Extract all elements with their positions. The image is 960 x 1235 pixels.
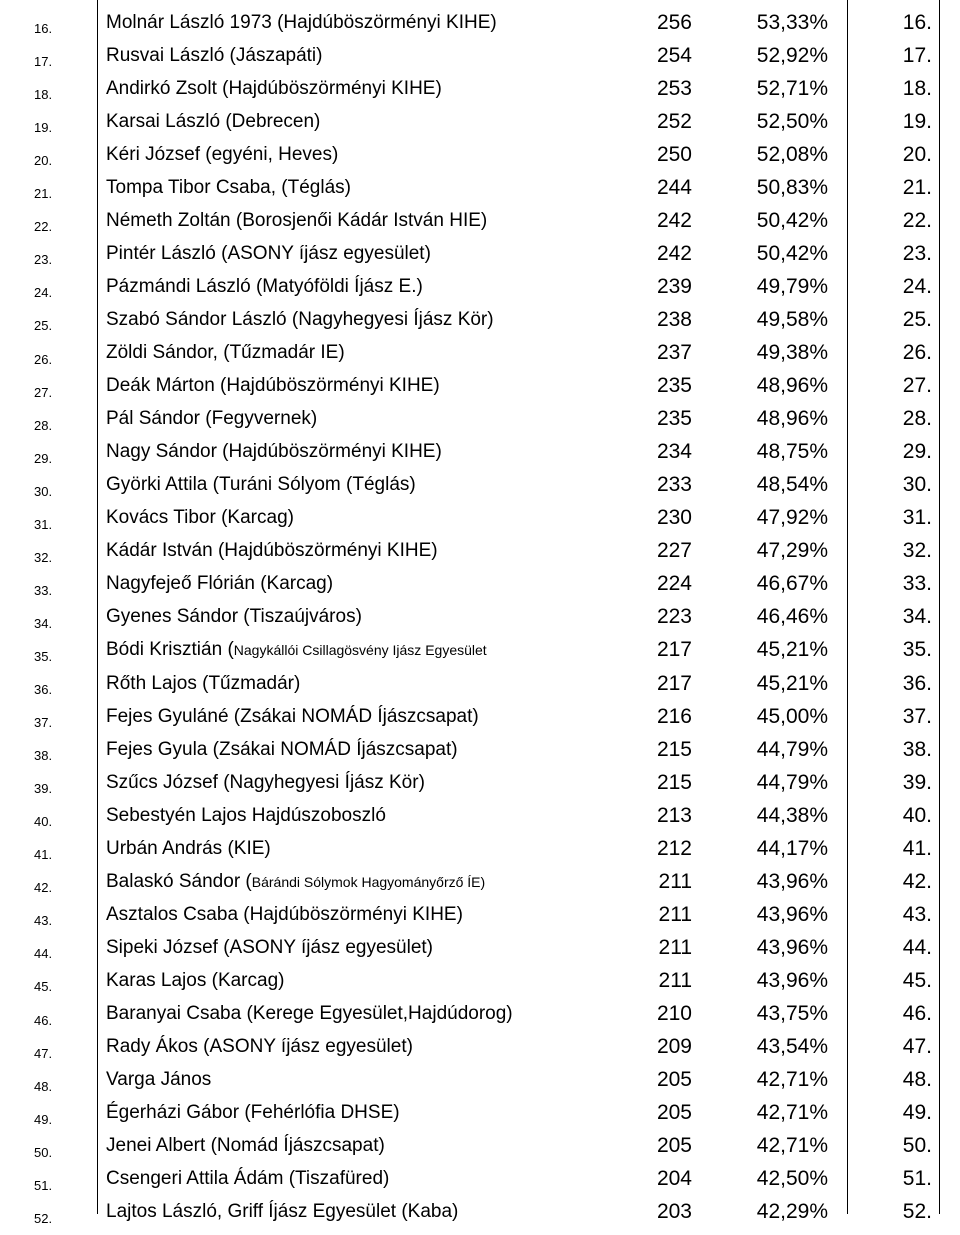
score-cell: 203 bbox=[656, 1200, 692, 1224]
score-cell: 211 bbox=[658, 968, 692, 992]
table-row bbox=[0, 171, 960, 204]
table-row bbox=[0, 270, 960, 303]
score-cell: 216 bbox=[656, 704, 692, 728]
score-cell: 235 bbox=[656, 374, 692, 398]
name-cell: Rusvai László (Jászapáti) bbox=[106, 44, 323, 66]
place-cell: 22. bbox=[902, 208, 932, 232]
percent-cell: 48,96% bbox=[756, 407, 828, 431]
percent-cell: 44,79% bbox=[756, 770, 828, 794]
score-cell: 211 bbox=[658, 935, 692, 959]
rank-cell: 49. bbox=[34, 1111, 53, 1127]
percent-cell: 44,17% bbox=[756, 836, 828, 860]
place-cell: 52. bbox=[902, 1200, 932, 1224]
percent-cell: 50,42% bbox=[756, 208, 828, 232]
percent-cell: 43,96% bbox=[756, 935, 828, 959]
table-row bbox=[0, 568, 960, 601]
rank-cell: 23. bbox=[34, 252, 53, 268]
score-cell: 244 bbox=[656, 175, 692, 199]
name-cell: Györki Attila (Turáni Sólyom (Téglás) bbox=[106, 474, 416, 496]
rank-cell: 18. bbox=[34, 87, 53, 103]
rank-cell: 34. bbox=[34, 615, 53, 631]
place-cell: 51. bbox=[902, 1167, 932, 1191]
percent-cell: 44,79% bbox=[756, 737, 828, 761]
score-cell: 235 bbox=[656, 407, 692, 431]
score-cell: 233 bbox=[656, 473, 692, 497]
place-cell: 50. bbox=[902, 1134, 932, 1158]
score-cell: 250 bbox=[656, 142, 692, 166]
percent-cell: 43,96% bbox=[756, 902, 828, 926]
rank-cell: 37. bbox=[34, 715, 53, 731]
table-row bbox=[0, 1196, 960, 1229]
place-cell: 24. bbox=[902, 274, 932, 298]
score-cell: 211 bbox=[658, 869, 692, 893]
score-cell: 205 bbox=[656, 1134, 692, 1158]
table-row bbox=[0, 237, 960, 270]
score-cell: 204 bbox=[656, 1167, 692, 1191]
place-cell: 44. bbox=[902, 935, 932, 959]
rank-cell: 36. bbox=[34, 682, 53, 697]
table-row bbox=[0, 1097, 960, 1130]
score-cell: 217 bbox=[656, 671, 692, 695]
percent-cell: 42,71% bbox=[756, 1101, 828, 1125]
percent-cell: 46,67% bbox=[756, 572, 828, 596]
place-cell: 36. bbox=[902, 671, 932, 695]
rank-cell: 28. bbox=[34, 417, 53, 433]
rank-cell: 25. bbox=[34, 318, 53, 334]
rank-cell: 44. bbox=[34, 946, 53, 962]
percent-cell: 48,96% bbox=[756, 374, 828, 398]
name-cell: Sipeki József (ASONY íjász egyesület) bbox=[106, 936, 434, 958]
name-cell: Asztalos Csaba (Hajdúböszörményi KIHE) bbox=[106, 903, 463, 925]
name-cell: Pázmándi László (Matyóföldi Íjász E.) bbox=[106, 275, 423, 297]
name-cell: Molnár László 1973 (Hajdúböszörményi KIHE) bbox=[106, 11, 497, 33]
rank-cell: 27. bbox=[34, 384, 53, 400]
place-cell: 27. bbox=[902, 374, 932, 398]
name-cell: Szűcs József (Nagyhegyesi Íjász Kör) bbox=[106, 771, 425, 793]
table-row bbox=[0, 72, 960, 105]
score-cell: 213 bbox=[656, 803, 692, 827]
table-row bbox=[0, 403, 960, 436]
percent-cell: 43,96% bbox=[756, 869, 828, 893]
place-cell: 43. bbox=[902, 902, 932, 926]
table-row bbox=[0, 799, 960, 832]
name-cell: Németh Zoltán (Borosjenői Kádár István HIE) bbox=[106, 209, 488, 231]
percent-cell: 42,71% bbox=[756, 1134, 828, 1158]
name-cell: Baranyai Csaba (Kerege Egyesület,Hajdúdorog) bbox=[106, 1003, 513, 1024]
table-row bbox=[0, 1130, 960, 1163]
rank-cell: 26. bbox=[34, 351, 53, 367]
table-row bbox=[0, 469, 960, 502]
rank-cell: 21. bbox=[34, 186, 53, 202]
name-cell: Varga János bbox=[106, 1069, 212, 1091]
name-text: Balaskó Sándor ( bbox=[106, 870, 252, 892]
name-text: Bódi Krisztián ( bbox=[106, 639, 234, 661]
place-cell: 48. bbox=[902, 1068, 932, 1092]
score-cell: 223 bbox=[656, 605, 692, 629]
name-cell: Fejes Gyuláné (Zsákai NOMÁD Íjászcsapat) bbox=[106, 705, 479, 727]
rank-cell: 47. bbox=[34, 1045, 53, 1061]
rank-cell: 52. bbox=[34, 1210, 53, 1226]
percent-cell: 43,75% bbox=[756, 1002, 828, 1025]
score-cell: 215 bbox=[656, 737, 692, 761]
table-row bbox=[0, 1163, 960, 1196]
place-cell: 29. bbox=[902, 440, 932, 464]
place-cell: 25. bbox=[902, 307, 932, 331]
percent-cell: 52,71% bbox=[756, 76, 828, 100]
percent-cell: 49,79% bbox=[756, 274, 828, 298]
name-cell: Karsai László (Debrecen) bbox=[106, 110, 321, 132]
rank-cell: 38. bbox=[34, 748, 53, 764]
rank-cell: 35. bbox=[34, 648, 53, 664]
score-cell: 217 bbox=[656, 638, 692, 662]
percent-cell: 43,54% bbox=[756, 1035, 828, 1059]
table-row bbox=[0, 303, 960, 336]
percent-cell: 52,08% bbox=[756, 142, 828, 166]
place-cell: 21. bbox=[902, 175, 932, 199]
rank-cell: 17. bbox=[34, 54, 53, 70]
rank-cell: 45. bbox=[34, 979, 53, 995]
percent-cell: 50,42% bbox=[756, 241, 828, 265]
place-cell: 32. bbox=[902, 539, 932, 563]
name-cell: Sebestyén Lajos Hajdúszoboszló bbox=[106, 804, 386, 826]
name-cell: Zöldi Sándor, (Tűzmadár IE) bbox=[106, 342, 345, 363]
percent-cell: 45,00% bbox=[756, 704, 828, 728]
rank-cell: 48. bbox=[34, 1078, 53, 1094]
percent-cell: 42,50% bbox=[756, 1167, 828, 1191]
place-cell: 37. bbox=[902, 704, 932, 728]
name-cell: Nagyfejeő Flórián (Karcag) bbox=[106, 573, 334, 595]
score-cell: 230 bbox=[656, 506, 692, 530]
table-row bbox=[0, 700, 960, 733]
club-text: Nagykállói Csillagösvény Ijász Egyesület bbox=[233, 642, 487, 659]
place-cell: 20. bbox=[902, 142, 932, 166]
score-cell: 256 bbox=[656, 10, 692, 34]
rank-cell: 39. bbox=[34, 781, 53, 797]
percent-cell: 48,75% bbox=[756, 440, 828, 464]
score-cell: 253 bbox=[656, 76, 692, 100]
place-cell: 39. bbox=[902, 770, 932, 794]
place-cell: 41. bbox=[902, 836, 932, 860]
percent-cell: 48,54% bbox=[756, 473, 828, 497]
place-cell: 31. bbox=[902, 506, 932, 530]
rank-cell: 46. bbox=[34, 1012, 53, 1028]
rank-cell: 50. bbox=[34, 1144, 53, 1160]
name-cell: Gyenes Sándor (Tiszaújváros) bbox=[106, 606, 362, 628]
rank-cell: 31. bbox=[34, 516, 53, 532]
rank-cell: 32. bbox=[34, 549, 53, 565]
place-cell: 42. bbox=[902, 869, 932, 893]
place-cell: 49. bbox=[902, 1101, 932, 1125]
score-cell: 205 bbox=[656, 1068, 692, 1092]
rank-cell: 30. bbox=[34, 483, 53, 499]
name-cell: Rőth Lajos (Tűzmadár) bbox=[106, 672, 301, 694]
table-row bbox=[0, 964, 960, 997]
table-row bbox=[0, 502, 960, 535]
score-cell: 224 bbox=[656, 572, 692, 596]
table-row bbox=[0, 634, 960, 667]
table-row bbox=[0, 535, 960, 568]
table-row bbox=[0, 733, 960, 766]
name-cell: Kovács Tibor (Karcag) bbox=[106, 507, 294, 529]
table-row bbox=[0, 865, 960, 898]
place-cell: 46. bbox=[902, 1002, 932, 1025]
place-cell: 26. bbox=[902, 341, 932, 364]
score-cell: 238 bbox=[656, 307, 692, 331]
rank-cell: 41. bbox=[34, 847, 53, 863]
table-row bbox=[0, 370, 960, 403]
table-row bbox=[0, 832, 960, 865]
percent-cell: 50,83% bbox=[756, 175, 828, 199]
name-cell: Pintér László (ASONY íjász egyesület) bbox=[106, 242, 431, 264]
place-cell: 38. bbox=[902, 737, 932, 761]
name-cell: Lajtos László, Griff Íjász Egyesület (Kaba) bbox=[106, 1201, 459, 1223]
score-cell: 215 bbox=[656, 770, 692, 794]
score-cell: 237 bbox=[656, 341, 692, 364]
score-cell: 209 bbox=[656, 1035, 692, 1059]
score-cell: 234 bbox=[656, 440, 692, 464]
score-cell: 239 bbox=[656, 274, 692, 298]
rank-cell: 16. bbox=[34, 21, 53, 36]
table-row bbox=[0, 898, 960, 931]
table-row bbox=[0, 6, 960, 39]
score-cell: 210 bbox=[656, 1002, 692, 1025]
name-cell: Pál Sándor (Fegyvernek) bbox=[106, 408, 318, 430]
name-cell: Kádár István (Hajdúböszörményi KIHE) bbox=[106, 540, 438, 562]
rank-cell: 42. bbox=[34, 880, 53, 896]
name-cell: Rady Ákos (ASONY íjász egyesület) bbox=[106, 1036, 413, 1058]
place-cell: 40. bbox=[902, 803, 932, 827]
name-cell: Karas Lajos (Karcag) bbox=[106, 969, 285, 991]
table-row bbox=[0, 337, 960, 370]
place-cell: 23. bbox=[902, 241, 932, 265]
table-row bbox=[0, 998, 960, 1031]
place-cell: 28. bbox=[902, 407, 932, 431]
score-cell: 254 bbox=[656, 43, 692, 67]
table-row bbox=[0, 601, 960, 634]
table-row bbox=[0, 1031, 960, 1064]
table-row bbox=[0, 436, 960, 469]
name-cell: Csengeri Attila Ádám (Tiszafüred) bbox=[106, 1168, 390, 1190]
name-cell: Deák Márton (Hajdúböszörményi KIHE) bbox=[106, 375, 440, 397]
rank-cell: 51. bbox=[34, 1177, 53, 1193]
score-cell: 227 bbox=[656, 539, 692, 563]
percent-cell: 42,71% bbox=[756, 1068, 828, 1092]
percent-cell: 44,38% bbox=[756, 803, 828, 827]
place-cell: 16. bbox=[902, 10, 932, 34]
name-cell: Urbán András (KIE) bbox=[106, 837, 271, 859]
score-cell: 252 bbox=[656, 109, 692, 133]
table-row bbox=[0, 105, 960, 138]
name-cell bbox=[106, 634, 626, 667]
name-cell: Andirkó Zsolt (Hajdúböszörményi KIHE) bbox=[106, 77, 442, 99]
percent-cell: 45,21% bbox=[756, 638, 828, 662]
rank-cell: 40. bbox=[34, 814, 53, 830]
score-cell: 212 bbox=[656, 836, 692, 860]
name-cell: Égerházi Gábor (Fehérlófia DHSE) bbox=[106, 1102, 400, 1124]
score-cell: 242 bbox=[656, 208, 692, 232]
place-cell: 34. bbox=[902, 605, 932, 629]
percent-cell: 52,92% bbox=[756, 43, 828, 67]
place-cell: 35. bbox=[902, 638, 932, 662]
percent-cell: 42,29% bbox=[756, 1200, 828, 1224]
percent-cell: 47,92% bbox=[756, 506, 828, 530]
table-row bbox=[0, 1064, 960, 1097]
rank-cell: 29. bbox=[34, 450, 53, 466]
percent-cell: 43,96% bbox=[756, 968, 828, 992]
club-text: Bárándi Sólymok Hagyományőrző ÍE) bbox=[251, 873, 486, 890]
percent-cell: 45,21% bbox=[756, 671, 828, 695]
name-cell: Nagy Sándor (Hajdúböszörményi KIHE) bbox=[106, 441, 442, 463]
place-cell: 19. bbox=[902, 109, 932, 133]
score-cell: 242 bbox=[656, 241, 692, 265]
rank-cell: 43. bbox=[34, 913, 53, 929]
table-row bbox=[0, 204, 960, 237]
place-cell: 18. bbox=[902, 76, 932, 100]
percent-cell: 52,50% bbox=[756, 109, 828, 133]
place-cell: 33. bbox=[902, 572, 932, 596]
table-row bbox=[0, 138, 960, 171]
rank-cell: 33. bbox=[34, 582, 53, 598]
place-cell: 30. bbox=[902, 473, 932, 497]
score-cell: 205 bbox=[656, 1101, 692, 1125]
rank-cell: 19. bbox=[34, 120, 53, 136]
score-cell: 211 bbox=[658, 902, 692, 926]
rank-cell: 22. bbox=[34, 219, 53, 235]
table-row bbox=[0, 766, 960, 799]
table-row bbox=[0, 931, 960, 964]
percent-cell: 53,33% bbox=[756, 10, 828, 34]
place-cell: 45. bbox=[902, 968, 932, 992]
percent-cell: 49,58% bbox=[756, 307, 828, 331]
percent-cell: 47,29% bbox=[756, 539, 828, 563]
percent-cell: 46,46% bbox=[756, 605, 828, 629]
table-row bbox=[0, 667, 960, 700]
place-cell: 17. bbox=[902, 43, 932, 67]
name-cell: Jenei Albert (Nomád Íjászcsapat) bbox=[106, 1135, 385, 1157]
name-cell: Tompa Tibor Csaba, (Téglás) bbox=[106, 176, 351, 198]
name-cell: Kéri József (egyéni, Heves) bbox=[106, 143, 339, 165]
table-row bbox=[0, 39, 960, 72]
place-cell: 47. bbox=[902, 1035, 932, 1059]
rank-cell: 20. bbox=[34, 153, 53, 169]
rank-cell: 24. bbox=[34, 285, 53, 301]
name-cell: Fejes Gyula (Zsákai NOMÁD Íjászcsapat) bbox=[106, 738, 458, 760]
percent-cell: 49,38% bbox=[756, 341, 828, 364]
name-cell bbox=[106, 865, 626, 898]
name-cell: Szabó Sándor László (Nagyhegyesi Íjász Kör) bbox=[106, 308, 494, 330]
